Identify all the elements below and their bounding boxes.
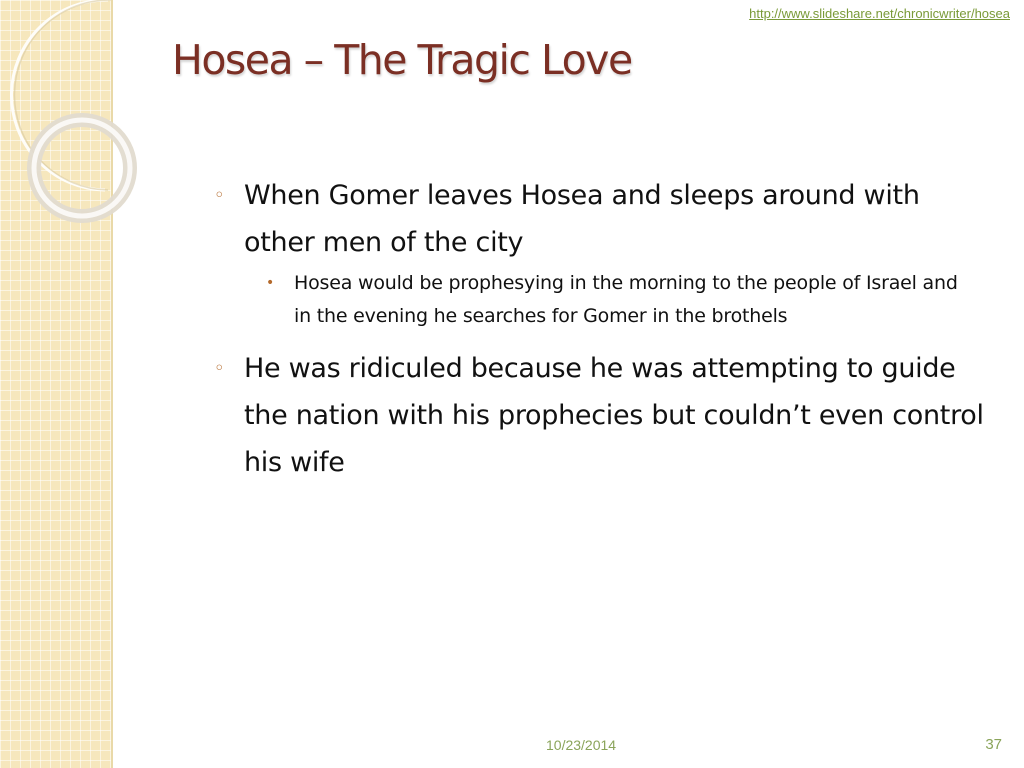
- source-link[interactable]: http://www.slideshare.net/chronicwriter/hosea: [749, 6, 1010, 21]
- bullet-item: [214, 345, 994, 486]
- bullet-item: [214, 172, 994, 266]
- bullet-list: [214, 172, 994, 486]
- bullet-text: When Gomer leaves Hosea and sleeps around with other men of the city: [244, 180, 920, 258]
- slide-title: Hosea – The Tragic Love: [172, 36, 632, 84]
- bullet-marker: ◦: [214, 358, 225, 379]
- slide-number: 37: [985, 736, 1002, 753]
- bullet-text: He was ridiculed because he was attempting to guide the nation with his prophecies but couldn’t even control his wife: [244, 353, 984, 478]
- sub-bullet-marker: •: [266, 275, 275, 291]
- decorative-rings: [0, 0, 160, 260]
- sub-bullet-item: [266, 267, 974, 333]
- decorative-ring-large: [11, 0, 108, 190]
- footer-date: 10/23/2014: [546, 737, 617, 753]
- bullet-marker: ◦: [214, 185, 225, 206]
- sub-bullet-text: Hosea would be prophesying in the morning to the people of Israel and in the evening he searches for Gomer in the brothels: [294, 272, 958, 327]
